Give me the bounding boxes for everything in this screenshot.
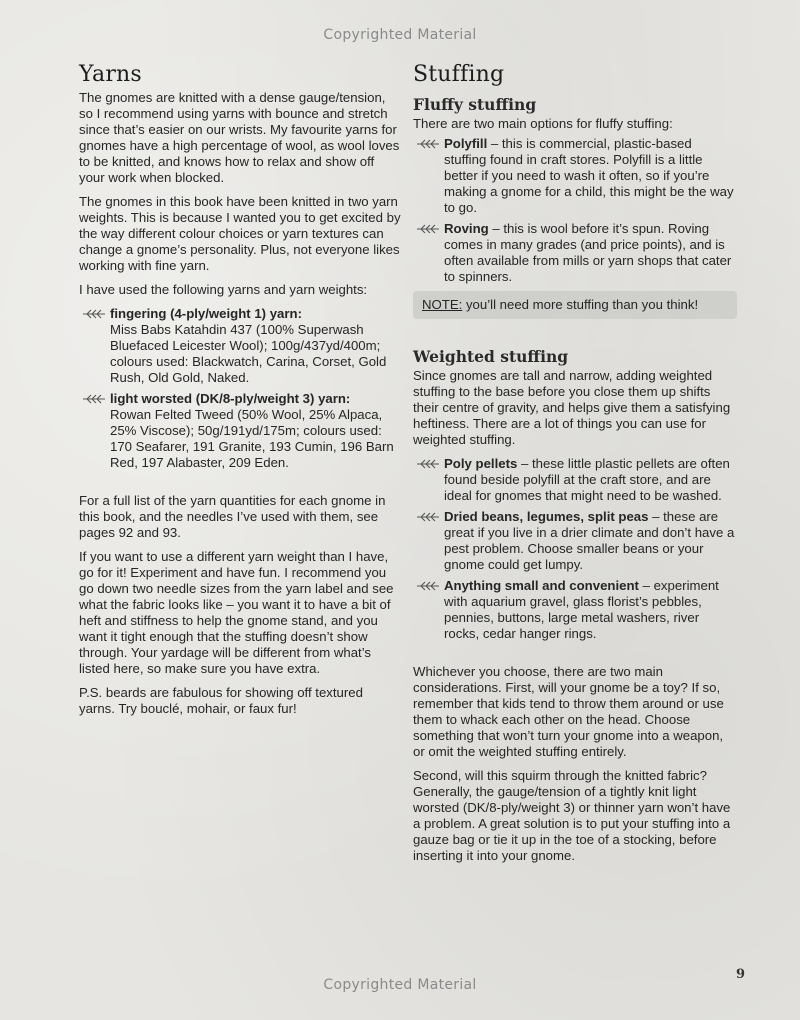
weighted-stuffing-list: [413, 456, 737, 642]
fluffy-stuffing-list: [413, 136, 737, 285]
list-item: [413, 509, 737, 573]
list-item-title: fingering (4-ply/weight 1) yarn:: [110, 306, 302, 321]
yarns-heading: Yarns: [79, 62, 142, 87]
note-box: [413, 291, 737, 319]
page-number: 9: [736, 967, 746, 982]
weighted-paragraph-1: Whichever you choose, there are two main considerations. First, will your gnome be a toy? If so, remember that kids tend to throw them around or use them to whack each other on the head. Choose something that won’t turn your gnome into a weapon, or omit the weighted stuffing entirely.: [413, 664, 724, 759]
weighted-paragraph-2: Second, will this squirm through the knitted fabric? Generally, the gauge/tension of a tightly knit light worsted (DK/8-ply/weight 3) or thinner yarn won’t have a problem. A great solution is to put your stuffing into a gauze bag or tie it up in the toe of a stocking, before inserting it into your gnome.: [413, 768, 731, 863]
list-item-text: – this is wool before it’s spun. Roving comes in many grades (and price points), and is often available from mills or yarn shops that cater to spinners.: [444, 221, 732, 284]
note-label: NOTE:: [422, 297, 463, 312]
list-item: [79, 391, 402, 471]
weighted-intro: Since gnomes are tall and narrow, adding weighted stuffing to the base before you close them up shifts their centre of gravity, and helps give them a satisfying heftiness. There are a lot of things you can use for weighted stuffing.: [413, 368, 731, 447]
fern-arrow-icon: [416, 459, 440, 469]
list-item-title: Dried beans, legumes, split peas: [444, 509, 649, 524]
list-item: [79, 306, 402, 386]
list-item-text: – experiment with aquarium gravel, glass florist’s pebbles, pennies, buttons, large metal washers, river rocks, cedar hanger rings.: [444, 578, 719, 641]
yarns-paragraph-6: P.S. beards are fabulous for showing off textured yarns. Try bouclé, mohair, or faux fur!: [79, 685, 363, 716]
yarns-paragraph-4: For a full list of the yarn quantities for each gnome in this book, and the needles I’ve used with them, see pages 92 and 93.: [79, 493, 386, 540]
yarn-weights-list: [79, 306, 402, 471]
fluffy-intro: There are two main options for fluffy stuffing:: [413, 116, 673, 131]
fern-arrow-icon: [82, 309, 106, 319]
yarns-paragraph-3: I have used the following yarns and yarn weights:: [79, 282, 368, 297]
list-item-title: Roving: [444, 221, 489, 236]
list-item-title: Polyfill: [444, 136, 488, 151]
list-item: [413, 221, 737, 285]
list-item: [413, 136, 737, 216]
list-item-text: – these little plastic pellets are often found beside polyfill at the craft store, and are ideal for gnomes that might need to be washed.: [444, 456, 730, 503]
fern-arrow-icon: [416, 581, 440, 591]
fern-arrow-icon: [416, 512, 440, 522]
fern-arrow-icon: [416, 224, 440, 234]
yarns-paragraph-1: The gnomes are knitted with a dense gauge/tension, so I recommend using yarns with bounce and stretch since that’s easier on our wrists. My favourite yarns for gnomes have a high percentage of wool, as wool loves to be knitted, and knows how to relax and show off your work when blocked.: [79, 90, 400, 185]
list-item-title: Anything small and convenient: [444, 578, 639, 593]
list-item-title: Poly pellets: [444, 456, 518, 471]
list-item-title: light worsted (DK/8-ply/weight 3) yarn:: [110, 391, 351, 406]
fern-arrow-icon: [416, 139, 440, 149]
fluffy-stuffing-heading: Fluffy stuffing: [413, 95, 537, 114]
list-item: [413, 456, 737, 504]
watermark-top: Copyrighted Material: [323, 27, 477, 43]
list-item-text: – this is commercial, plastic-based stuffing found in craft stores. Polyfill is a little better if you need to wash it often, so if you’re making a gnome for a child, this might be the way to go.: [444, 136, 734, 215]
weighted-stuffing-heading: Weighted stuffing: [413, 347, 569, 366]
list-item: [413, 578, 737, 642]
fern-arrow-icon: [82, 394, 106, 404]
list-item-text: – these are great if you live in a drier climate and don’t have a pest problem. Choose smaller beans or your gnome could get lumpy.: [444, 509, 735, 572]
stuffing-heading: Stuffing: [413, 62, 505, 87]
list-item-text: Rowan Felted Tweed (50% Wool, 25% Alpaca, 25% Viscose); 50g/191yd/175m; colours used: 170 Seafarer, 191 Granite, 193 Cumin, 196 Barn Red, 197 Alabaster, 209 Eden.: [110, 407, 394, 470]
list-item-text: Miss Babs Katahdin 437 (100% Superwash Bluefaced Leicester Wool); 100g/437yd/400m; colours used: Blackwatch, Carina, Corset, Gold Rush, Old Gold, Naked.: [110, 322, 387, 385]
yarns-paragraph-2: The gnomes in this book have been knitted in two yarn weights. This is because I wanted you to get excited by the way different colour choices or yarn textures can change a gnome’s personality. Plus, not everyone likes working with fine yarn.: [79, 194, 401, 273]
stuffing-column: [413, 62, 737, 872]
yarns-paragraph-5: If you want to use a different yarn weight than I have, go for it! Experiment and have fun. I recommend you go down two needle sizes from the yarn label and see what the fabric looks like – you want it to have a bit of heft and stiffness to help the gnome stand, and you want it tight enough that the stuffing doesn’t show through. Your yardage will be different from what’s listed here, so make sure you have extra.: [79, 549, 394, 676]
watermark-bottom: Copyrighted Material: [323, 977, 477, 993]
note-text: you’ll need more stuffing than you think!: [462, 297, 699, 312]
yarns-column: [79, 62, 402, 725]
